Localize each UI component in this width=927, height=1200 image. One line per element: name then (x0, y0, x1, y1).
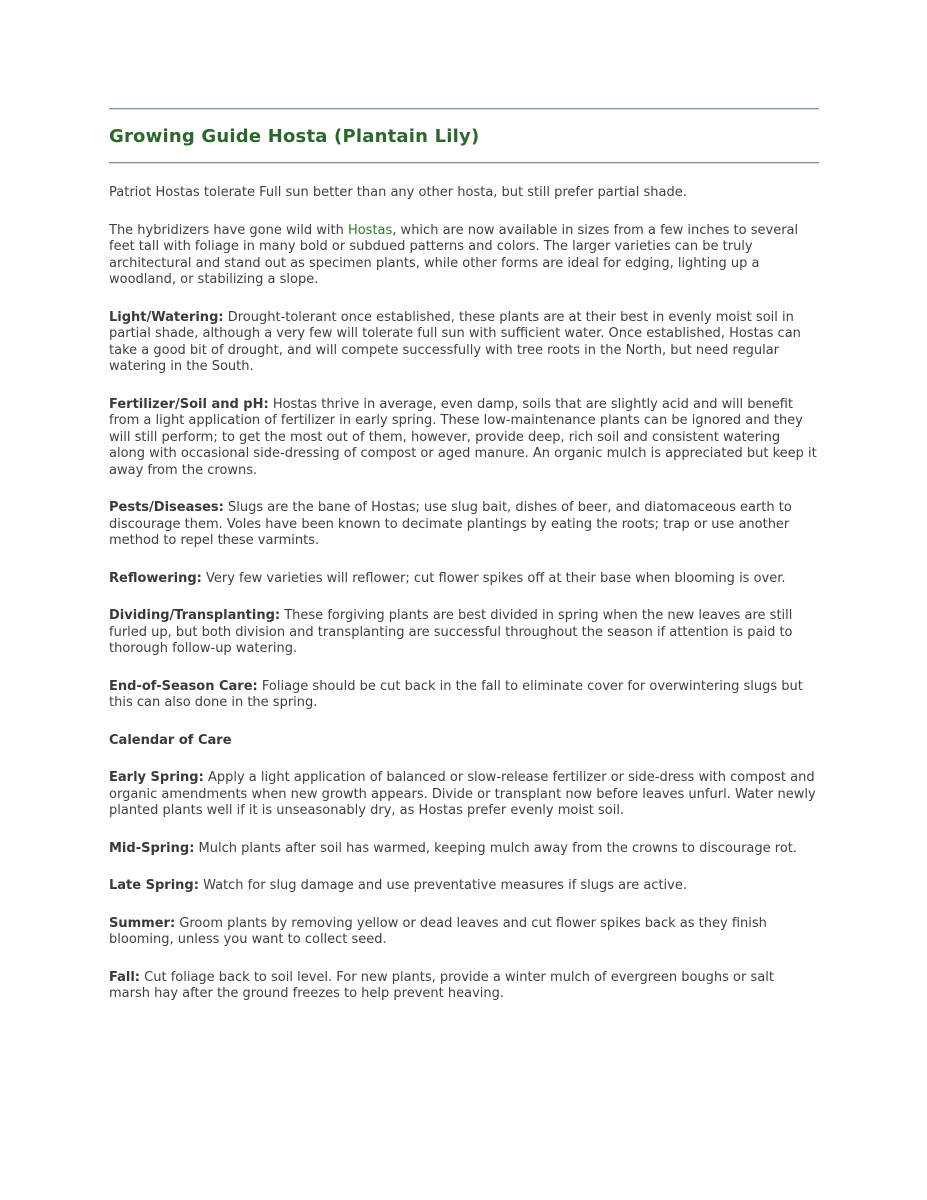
title-divider (109, 162, 819, 164)
calendar-of-care-heading (109, 733, 819, 750)
calendar-label: Early Spring: (109, 770, 204, 785)
section-text: These forgiving plants are best divided in spring when the new leaves are still furled up, but both division and transplanting are successful throughout the season if attention is paid to thorough follow-up watering. (109, 608, 793, 656)
calendar-label: Summer: (109, 915, 176, 931)
calendar-text: Mulch plants after soil has warmed, keeping mulch away from the crowns to discourage rot. (198, 840, 798, 856)
calendar-text: Groom plants by removing yellow or dead leaves and cut flower spikes back as they finish blooming, unless you want to collect seed. (109, 915, 767, 947)
calendar-label: Fall: (109, 969, 141, 985)
calendar-label: Mid-Spring: (109, 840, 195, 856)
section-label: Reflowering: (109, 570, 202, 586)
paragraph-overview (109, 223, 819, 289)
paragraph-reflowering (109, 571, 819, 588)
paragraph-mid-spring (109, 841, 819, 858)
section-label: End-of-Season Care: (109, 678, 258, 694)
calendar-heading-label: Calendar of Care (109, 732, 232, 748)
section-label: Light/Watering: (109, 309, 224, 325)
intro-text: Patriot Hostas tolerate Full sun better than any other hosta, but still prefer partial shade. (109, 185, 687, 200)
paragraph-late-spring (109, 878, 819, 895)
section-text: Very few varieties will reflower; cut flower spikes off at their base when blooming is over. (206, 570, 786, 586)
paragraph-end-of-season-care (109, 679, 819, 712)
paragraph-early-spring (109, 770, 819, 820)
paragraph-fertilizer-soil-ph (109, 397, 819, 480)
overview-text-before: The hybridizers have gone wild with (109, 222, 344, 238)
calendar-text: Watch for slug damage and use preventative measures if slugs are active. (203, 878, 687, 893)
section-text: Foliage should be cut back in the fall to eliminate cover for overwintering slugs but this can also done in the spring. (109, 678, 803, 710)
page-title: Growing Guide Hosta (Plantain Lily) (109, 126, 480, 147)
paragraph-dividing-transplanting (109, 608, 819, 658)
paragraph-light-watering (109, 310, 819, 376)
paragraph-fall (109, 970, 819, 1003)
section-text: Hostas thrive in average, even damp, soils that are slightly acid and will benefit from a light application of fertilizer in early spring. These low-maintenance plants can be ignored and they will still perform; to get the most out of them, however, provide deep, rich soil and consistent watering along with occasional side-dressing of compost or aged manure. An organic mulch is appreciated but keep it away from the crowns. (109, 396, 817, 478)
calendar-text: Apply a light application of balanced or slow-release fertilizer or side-dress with compost and organic amendments when new growth appears. Divide or transplant now before leaves unfurl. Water newly planted plants well if it is unseasonably dry, as Hostas prefer evenly moist soil. (109, 770, 816, 818)
section-label: Fertilizer/Soil and pH: (109, 396, 269, 412)
hostas-link[interactable]: Hostas (347, 222, 393, 238)
paragraph-summer (109, 916, 819, 949)
calendar-label: Late Spring: (109, 878, 199, 893)
paragraph-intro (109, 185, 819, 202)
section-label: Dividing/Transplanting: (109, 608, 281, 623)
section-text: Slugs are the bane of Hostas; use slug bait, dishes of beer, and diatomaceous earth to discourage them. Voles have been known to decimate plantings by eating the roots; trap or use another method to repel these varmints. (109, 500, 792, 548)
paragraph-pests-diseases (109, 500, 819, 550)
top-divider (109, 108, 819, 110)
section-text: Drought-tolerant once established, these plants are at their best in evenly moist soil in partial shade, although a very few will tolerate full sun with sufficient water. Once established, Hostas can take a good bit of drought, and will compete successfully with tree roots in the North, but need regular watering in the South. (109, 309, 801, 374)
document-content (109, 0, 819, 1003)
overview-text-after: , which are now available in sizes from a few inches to several feet tall with foliage in many bold or subdued patterns and colors. The larger varieties can be truly architectural and stand out as specimen plants, while other forms are ideal for edging, lighting up a woodland, or stabilizing a slope. (109, 222, 799, 287)
calendar-text: Cut foliage back to soil level. For new plants, provide a winter mulch of evergreen boughs or salt marsh hay after the ground freezes to help prevent heaving. (109, 969, 774, 1001)
section-label: Pests/Diseases: (109, 500, 224, 515)
